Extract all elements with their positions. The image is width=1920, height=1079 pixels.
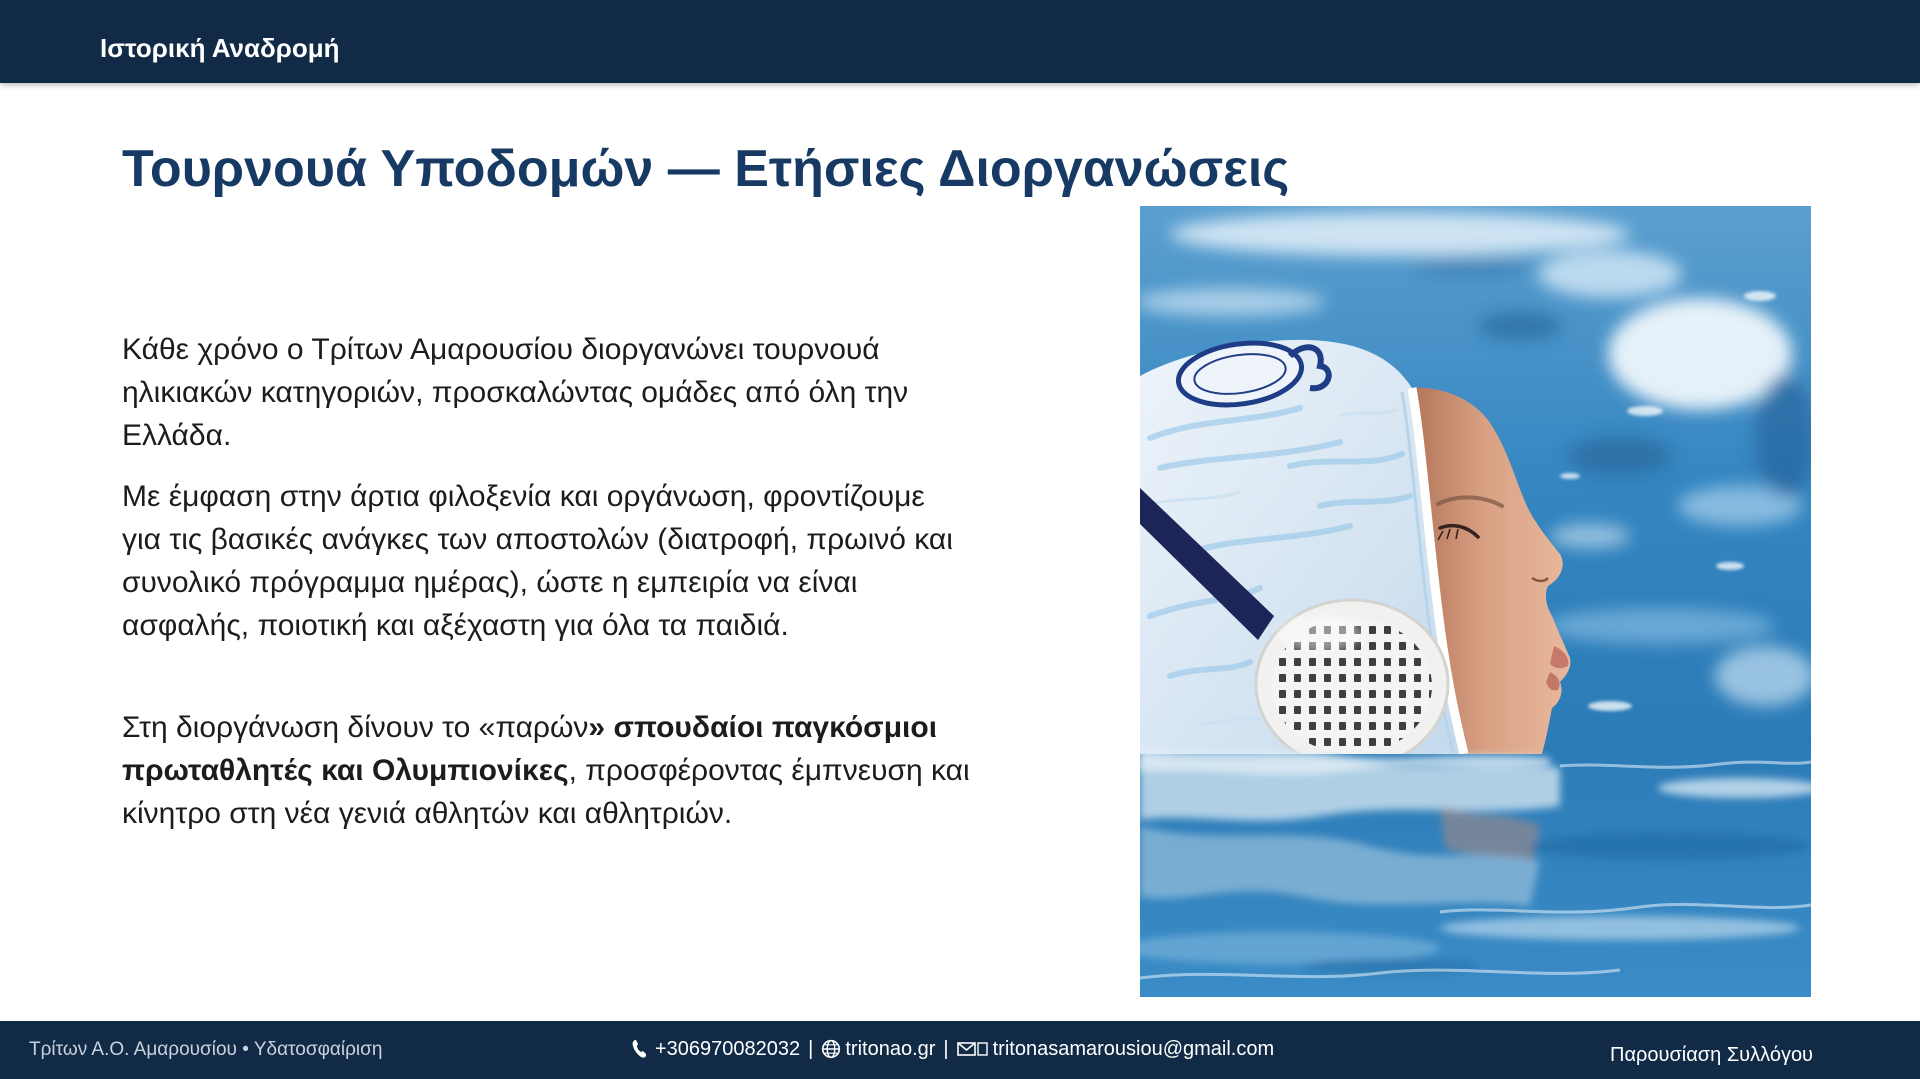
paragraph-3-line: [122, 749, 970, 792]
paragraph-2: [122, 475, 953, 647]
slide-title: Τουρνουά Υποδομών — Ετήσιες Διοργανώσεις: [122, 140, 1290, 198]
footer-phone[interactable]: +306970082032: [655, 1037, 801, 1060]
water-polo-player-photo: [1140, 206, 1811, 997]
paragraph-3-text: , προσφέροντας έμπνευση και: [568, 754, 970, 787]
paragraph-3-line: [122, 792, 970, 835]
paragraph-1-line: ηλικιακών κατηγοριών, προσκαλώντας ομάδες από όλη την: [122, 376, 909, 409]
footer-contact-info: [631, 1021, 1274, 1077]
paragraph-2-line: Με έμφαση στην άρτια φιλοξενία και οργάνωση, φροντίζουμε: [122, 480, 925, 513]
globe-icon: [821, 1039, 841, 1059]
paragraph-1-line: Κάθε χρόνο ο Τρίτων Αμαρουσίου διοργανώνει τουρνουά: [122, 333, 880, 366]
envelope-icon: [957, 1041, 989, 1057]
footer-separator: |: [808, 1037, 814, 1060]
footer-website-link[interactable]: tritonao.gr: [845, 1037, 936, 1060]
paragraph-1: [122, 328, 908, 457]
paragraph-1-line: Ελλάδα.: [122, 419, 232, 452]
paragraph-3-line: [122, 706, 970, 749]
paragraph-3-text: Στη διοργάνωση δίνουν το «παρών: [122, 711, 589, 744]
ear-guard-icon: [1256, 600, 1448, 768]
paragraph-2-line: ασφαλής, ποιοτική και αξέχαστη για όλα τα παιδιά.: [122, 609, 789, 642]
paragraph-3-emphasis: πρωταθλητές και Ολυμπιονίκες: [122, 754, 569, 787]
footer-email-link[interactable]: tritonasamarousiou@gmail.com: [992, 1037, 1275, 1060]
paragraph-3-emphasis: » σπουδαίοι παγκόσμιοι: [588, 711, 938, 744]
phone-icon: [631, 1039, 647, 1059]
paragraph-2-line: για τις βασικές ανάγκες των αποστολών (διατροφή, πρωινό και: [122, 523, 953, 556]
section-title: Ιστορική Αναδρομή: [100, 33, 340, 63]
header-bar: [0, 0, 1920, 83]
footer-bar: [0, 1021, 1920, 1079]
footer-club-label: Τρίτων Α.Ο. Αμαρουσίου • Υδατοσφαίριση: [29, 1039, 383, 1060]
paragraph-2-line: συνολικό πρόγραμμα ημέρας), ώστε η εμπειρία να είναι: [122, 566, 858, 599]
footer-presentation-label: Παρουσίαση Συλλόγου: [1610, 1044, 1813, 1066]
paragraph-3: [122, 706, 970, 835]
footer-separator: |: [943, 1037, 949, 1060]
paragraph-3-text: κίνητρο στη νέα γενιά αθλητών και αθλητριών.: [122, 797, 733, 830]
